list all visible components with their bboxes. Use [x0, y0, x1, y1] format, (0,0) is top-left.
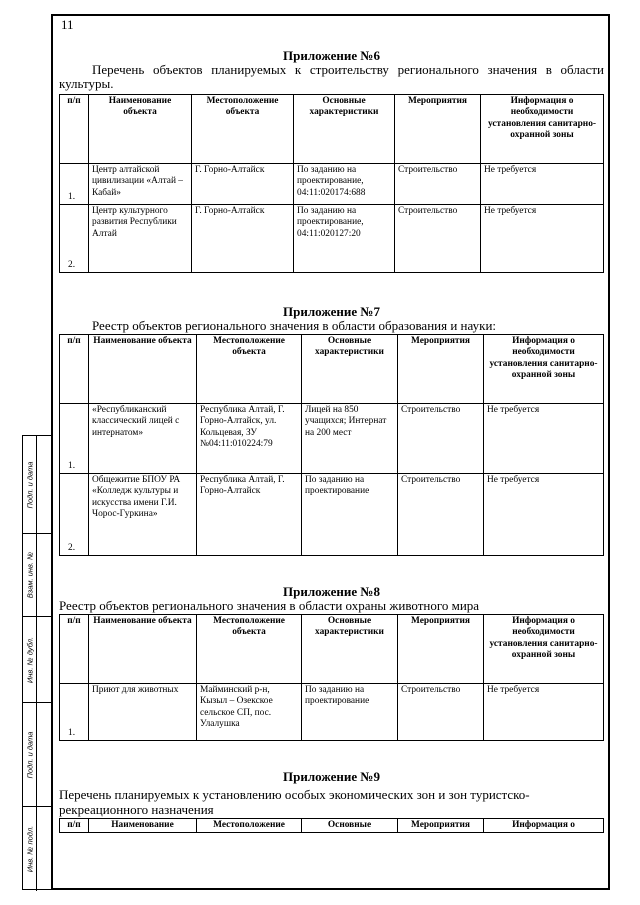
object-name: Центр культурного развития Республики Алтай	[89, 205, 192, 273]
object-name: Общежитие БПОУ РА «Колледж культуры и искусства имени Г.И. Чорос-Гуркина»	[89, 474, 197, 556]
sanitary-zone-info: Не требуется	[484, 404, 604, 474]
header-cell: Основные характеристики	[302, 335, 398, 404]
stamp-cell	[23, 807, 52, 891]
appendix-description: Перечень объектов планируемых к строительству регионального значения в области культуры.	[59, 62, 604, 91]
object-action: Строительство	[395, 164, 481, 205]
appendix-6	[59, 48, 604, 273]
appendix-title: Приложение №6	[283, 48, 380, 63]
objects-table	[59, 334, 604, 556]
page-number: 11	[61, 17, 74, 32]
stamp-label: Инв. № дубл.	[25, 636, 35, 683]
header-cell: Местоположение объекта	[197, 615, 302, 684]
stamp-cell	[23, 703, 52, 807]
objects-table	[59, 94, 604, 273]
object-name: «Республиканский классический лицей с интернатом»	[89, 404, 197, 474]
table-header-row	[60, 615, 604, 684]
header-cell: Наименование объекта	[89, 95, 192, 164]
margin-stamp	[22, 435, 52, 890]
stamp-label: Инв. № подл.	[25, 825, 35, 873]
object-action: Строительство	[395, 205, 481, 273]
header-cell: п/п	[60, 615, 89, 684]
header-cell: п/п	[60, 95, 89, 164]
object-name: Приют для животных	[89, 684, 197, 741]
header-cell: п/п	[60, 819, 89, 833]
table-header-row	[60, 819, 604, 833]
object-action: Строительство	[398, 474, 484, 556]
header-cell: п/п	[60, 335, 89, 404]
table-header-row	[60, 95, 604, 164]
appendix-description: Реестр объектов регионального значения в области охраны животного мира	[59, 598, 480, 613]
header-cell: Основные характеристики	[294, 95, 395, 164]
object-location: Республика Алтай, Г. Горно-Алтайск	[197, 474, 302, 556]
stamp-label: Взам. инв. №	[25, 551, 35, 599]
appendix-title: Приложение №8	[283, 584, 380, 599]
header-cell: Мероприятия	[398, 615, 484, 684]
stamp-cell	[23, 534, 52, 617]
header-cell: Основные	[302, 819, 398, 833]
object-action: Строительство	[398, 684, 484, 741]
table-row	[60, 474, 604, 556]
header-cell: Информация о необходимости установления санитарно-охранной зоны	[481, 95, 604, 164]
appendix-8	[59, 584, 604, 741]
appendix-9	[59, 769, 604, 833]
row-number: 1.	[68, 460, 76, 471]
header-cell: Информация о необходимости установления санитарно-охранной зоны	[484, 615, 604, 684]
header-cell: Мероприятия	[395, 95, 481, 164]
header-cell: Мероприятия	[398, 335, 484, 404]
stamp-label: Подп. и дата	[25, 731, 35, 778]
sanitary-zone-info: Не требуется	[484, 474, 604, 556]
table-row	[60, 164, 604, 205]
object-characteristics: Лицей на 850 учащихся; Интернат на 200 мест	[302, 404, 398, 474]
object-characteristics: По заданию на проектирование, 04:11:020174:688	[294, 164, 395, 205]
stamp-cell	[23, 436, 52, 534]
row-number: 2.	[68, 542, 76, 553]
header-cell: Наименование	[89, 819, 197, 833]
header-cell: Местоположение объекта	[197, 335, 302, 404]
table-row	[60, 205, 604, 273]
row-number: 2.	[68, 259, 76, 270]
object-location: Майминский р-н, Кызыл – Озекское сельское СП, пос. Улалушка	[197, 684, 302, 741]
header-cell: Наименование объекта	[89, 335, 197, 404]
stamp-label: Подп. и дата	[25, 461, 35, 508]
object-location: Г. Горно-Алтайск	[192, 164, 294, 205]
sanitary-zone-info: Не требуется	[484, 684, 604, 741]
stamp-cell	[23, 617, 52, 703]
object-characteristics: По заданию на проектирование, 04:11:020127:20	[294, 205, 395, 273]
appendix-description: Перечень планируемых к установлению особых экономических зон и зон туристско- рекреационного назначения	[59, 787, 530, 817]
appendix-title: Приложение №9	[283, 769, 380, 784]
header-cell: Основные характеристики	[302, 615, 398, 684]
table-row	[60, 684, 604, 741]
appendix-7	[59, 304, 604, 556]
appendix-title: Приложение №7	[283, 304, 380, 319]
row-number: 1.	[68, 191, 76, 202]
table-row	[60, 404, 604, 474]
object-characteristics: По заданию на проектирование	[302, 684, 398, 741]
objects-table	[59, 818, 604, 833]
header-cell: Мероприятия	[398, 819, 484, 833]
header-cell: Местоположение объекта	[192, 95, 294, 164]
sanitary-zone-info: Не требуется	[481, 205, 604, 273]
object-location: Республика Алтай, Г. Горно-Алтайск, ул. Кольцевая, ЗУ №04:11:010224:79	[197, 404, 302, 474]
header-cell: Наименование объекта	[89, 615, 197, 684]
header-cell: Информация о	[484, 819, 604, 833]
object-location: Г. Горно-Алтайск	[192, 205, 294, 273]
table-header-row	[60, 335, 604, 404]
object-characteristics: По заданию на проектирование	[302, 474, 398, 556]
row-number: 1.	[68, 727, 76, 738]
header-cell: Местоположение	[197, 819, 302, 833]
object-action: Строительство	[398, 404, 484, 474]
appendix-description: Реестр объектов регионального значения в области образования и науки:	[92, 318, 497, 333]
header-cell: Информация о необходимости установления санитарно-охранной зоны	[484, 335, 604, 404]
objects-table	[59, 614, 604, 741]
object-name: Центр алтайской цивилизации «Алтай –Кабай»	[89, 164, 192, 205]
sanitary-zone-info: Не требуется	[481, 164, 604, 205]
